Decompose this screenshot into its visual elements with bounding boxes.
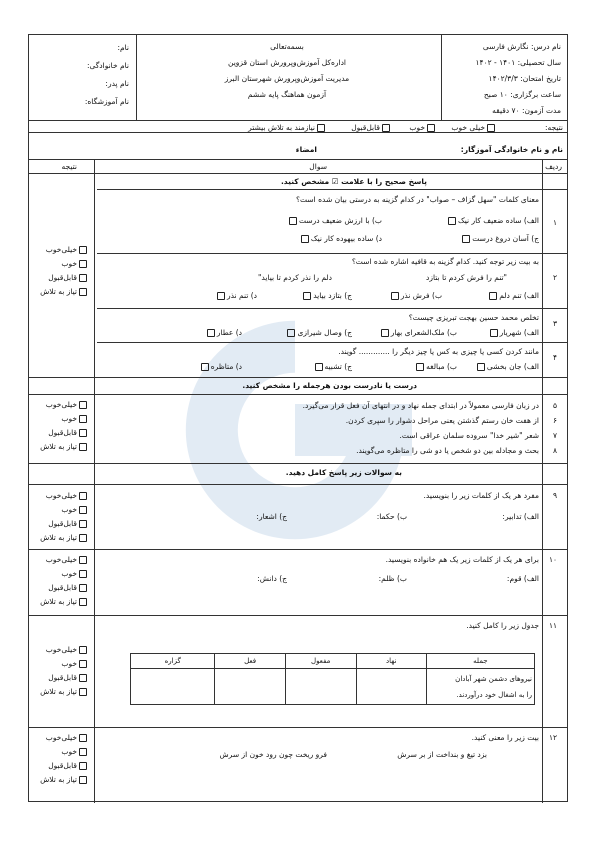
rubric-needs-effort[interactable]: تیاز به تلاش	[29, 685, 89, 699]
rubric-q10	[29, 553, 89, 609]
q9-item-a: الف) تدابیر:	[502, 512, 539, 521]
rubric-good[interactable]: خوب	[29, 657, 89, 671]
result-option-good[interactable]: خوب	[409, 123, 437, 132]
q7-number: ۷	[552, 431, 557, 440]
rubric-q11	[29, 643, 89, 699]
rubric-good[interactable]: خوب	[29, 412, 89, 426]
exam-sheet	[28, 34, 568, 802]
q9-text: مفرد هر یک از کلمات زیر را بنویسید.	[423, 491, 539, 500]
q6-number: ۶	[552, 416, 557, 425]
q10-number: ۱۰	[548, 555, 557, 564]
q3-number: ۳	[552, 319, 557, 328]
q7-text: شعر "شیر خدا" سروده سلمان عراقی است.	[399, 431, 539, 440]
rubric-needs-effort[interactable]: تیاز به تلاش	[29, 440, 89, 454]
rubric-good[interactable]: خوب	[29, 745, 89, 759]
rubric-acceptable[interactable]: قابل‌قبول	[29, 671, 89, 685]
rubric-needs-effort[interactable]: تیاز به تلاش	[29, 285, 89, 299]
rubric-needs-effort[interactable]: تیاز به تلاش	[29, 595, 89, 609]
rubric-section1	[29, 243, 89, 299]
q3-option-c[interactable]: ج) وصال شیرازی	[285, 328, 352, 337]
q4-option-b[interactable]: ب) مبالغه	[414, 362, 457, 371]
q11-object-answer[interactable]	[285, 669, 356, 705]
q11-col-verb: فعل	[215, 654, 285, 669]
q3-option-a[interactable]: الف) شهریار	[488, 328, 539, 337]
q6-text: از هفت خان رستم گذشتن یعنی مراحل دشوار را سپری کردن.	[345, 416, 539, 425]
q9-item-b: ب) حکما:	[376, 512, 407, 521]
q11-number: ۱۱	[548, 621, 557, 630]
q10-item-b: ب) ظلم:	[378, 574, 407, 583]
q11-table	[130, 653, 535, 705]
signature-label: امضاء	[295, 145, 317, 154]
q4-option-a[interactable]: الف) جان بخشی	[475, 362, 539, 371]
q3-option-d[interactable]: د) عطار	[205, 328, 242, 337]
column-row-header: ردیف	[545, 162, 562, 171]
q12-number: ۱۲	[548, 733, 557, 742]
rubric-excellent[interactable]: خیلی‌خوب	[29, 398, 89, 412]
result-option-needs-effort[interactable]: نیازمند به تلاش بیشتر	[248, 123, 327, 132]
q1-number: ۱	[552, 218, 557, 227]
q9-item-c: ج) اشعار:	[256, 512, 287, 521]
rubric-section2	[29, 398, 89, 454]
q11-col-subject: نهاد	[356, 654, 426, 669]
teacher-name-label: نام و نام خانوادگی آموزگار:	[460, 145, 563, 154]
rubric-excellent[interactable]: خیلی‌خوب	[29, 243, 89, 257]
q1-option-b[interactable]: ب) با ارزش ضعیف درست	[287, 216, 382, 225]
q12-text: بیت زیر را معنی کنید.	[471, 733, 539, 742]
q5-text: در زبان فارسی معمولاً در ابتدای جمله نهاد و در انتهای آن فعل قرار می‌گیرد.	[302, 401, 539, 410]
q5-number: ۵	[552, 401, 557, 410]
q2-option-c[interactable]: ج) بتازد بیاید	[301, 291, 352, 300]
q2-option-d[interactable]: د) تنم نذر	[215, 291, 257, 300]
result-option-excellent[interactable]: خیلی خوب	[451, 123, 497, 132]
result-option-acceptable[interactable]: قابل‌قبول	[351, 123, 392, 132]
q11-col-object: مفعول	[285, 654, 356, 669]
q2-option-b[interactable]: ب) فرش نذر	[389, 291, 442, 300]
rubric-good[interactable]: خوب	[29, 567, 89, 581]
q3-option-b[interactable]: ب) ملک‌الشعرای بهار	[379, 328, 457, 337]
rubric-acceptable[interactable]: قابل‌قبول	[29, 426, 89, 440]
q2-option-a[interactable]: الف) تنم دلم	[487, 291, 539, 300]
q4-option-d[interactable]: د) متاظره	[199, 362, 242, 371]
q3-text: تخلص محمد حسین بهجت تبریزی چیست؟	[408, 313, 539, 322]
rubric-excellent[interactable]: خیلی‌خوب	[29, 643, 89, 657]
rubric-needs-effort[interactable]: تیاز به تلاش	[29, 531, 89, 545]
rubric-good[interactable]: خوب	[29, 503, 89, 517]
q11-predicate-answer[interactable]	[131, 669, 215, 705]
q1-option-a[interactable]: الف) ساده ضعیف کار نیک	[446, 216, 539, 225]
rubric-excellent[interactable]: خیلی‌خوب	[29, 731, 89, 745]
q11-col-sentence: جمله	[426, 654, 534, 669]
result-label: نتیجه:	[544, 123, 563, 132]
section2-title: درست یا نادرست بودن هرجمله را مشخص کنید.	[242, 381, 417, 390]
column-question-header: سوال	[309, 162, 327, 171]
rubric-acceptable[interactable]: قابل‌قبول	[29, 271, 89, 285]
q4-option-c[interactable]: ج) تشبیه	[313, 362, 352, 371]
q1-option-d[interactable]: د) ساده بیهوده کار نیک	[299, 234, 382, 243]
header-student-info: نام: نام خانوادگی: نام پدر: نام آموزشگاه:	[84, 43, 129, 106]
q12-verse-2: فرو ریخت چون رود خون از سرش	[219, 750, 327, 759]
q10-text: برای هر یک از کلمات زیر یک هم خانواده بنویسید.	[385, 555, 539, 564]
rubric-excellent[interactable]: خیلی‌خوب	[29, 553, 89, 567]
q12-verse-1: بزد تیغ و بنداخت از بر سرش	[397, 750, 487, 759]
rubric-acceptable[interactable]: قابل‌قبول	[29, 517, 89, 531]
q2-number: ۲	[552, 273, 557, 282]
q2-verse-2: دلم را نذر کردم تا بیاید"	[257, 273, 332, 282]
header-title: بسمه‌تعالی اداره‌کل آموزش‌وپرورش استان قزوین مدیریت آموزش‌وپرورش شهرستان البرز آزمون هماهنگ پایه ششم	[224, 42, 350, 99]
q2-verse-1: "تنم را فرش کردم تا بتازد	[426, 273, 507, 282]
q8-number: ۸	[552, 446, 557, 455]
q1-text: معنای کلمات "سهل گزاف – صواب" در کدام گزینه به درستی بیان شده است؟	[296, 195, 539, 204]
q11-text: جدول زیر را کامل کنید.	[466, 621, 539, 630]
section3-title: به سوالات زیر پاسخ کامل دهید.	[285, 468, 402, 477]
q2-text: به بیت زیر توجه کنید. کدام گزینه به قافیه اشاره شده است؟	[351, 257, 539, 266]
section1-title: پاسخ صحیح را با علامت ☑ مشخص کنید.	[280, 177, 427, 186]
q10-item-a: الف) قوم:	[506, 574, 539, 583]
rubric-acceptable[interactable]: قابل‌قبول	[29, 759, 89, 773]
q1-option-c[interactable]: ج) آسان دروغ درست	[460, 234, 539, 243]
q8-text: بحث و مجادله بین دو شخص یا دو شی را متاظره می‌گویند.	[356, 446, 539, 455]
rubric-acceptable[interactable]: قابل‌قبول	[29, 581, 89, 595]
header-course-info: نام درس: نگارش فارسی سال تحصیلی: ۱۴۰۱ - ۱۴۰۲ تاریخ امتحان: ۱۴۰۲/۳/۳ ساعت برگزاری: ۱۰ صبح مدت آزمون: ۷۰ دقیقه	[475, 42, 561, 115]
rubric-needs-effort[interactable]: تیاز به تلاش	[29, 773, 89, 787]
q11-col-predicate: گزاره	[131, 654, 215, 669]
q9-number: ۹	[552, 491, 557, 500]
rubric-q9	[29, 489, 89, 545]
rubric-q12	[29, 731, 89, 787]
q11-verb-answer[interactable]	[215, 669, 285, 705]
q10-item-c: ج) دانش:	[257, 574, 287, 583]
rubric-good[interactable]: خوب	[29, 257, 89, 271]
q4-number: ۴	[552, 353, 557, 362]
column-result-header: نتیجه	[61, 162, 77, 171]
q4-text: مانند کردن کسی یا چیزی به کس یا چیز دیگر را ............. گویند.	[338, 347, 539, 356]
q11-subject-answer[interactable]	[356, 669, 426, 705]
q11-sentence-cell: نیروهای دشمن شهر آبادان را به اشغال خود درآوردند.	[426, 669, 534, 705]
rubric-excellent[interactable]: خیلی‌خوب	[29, 489, 89, 503]
